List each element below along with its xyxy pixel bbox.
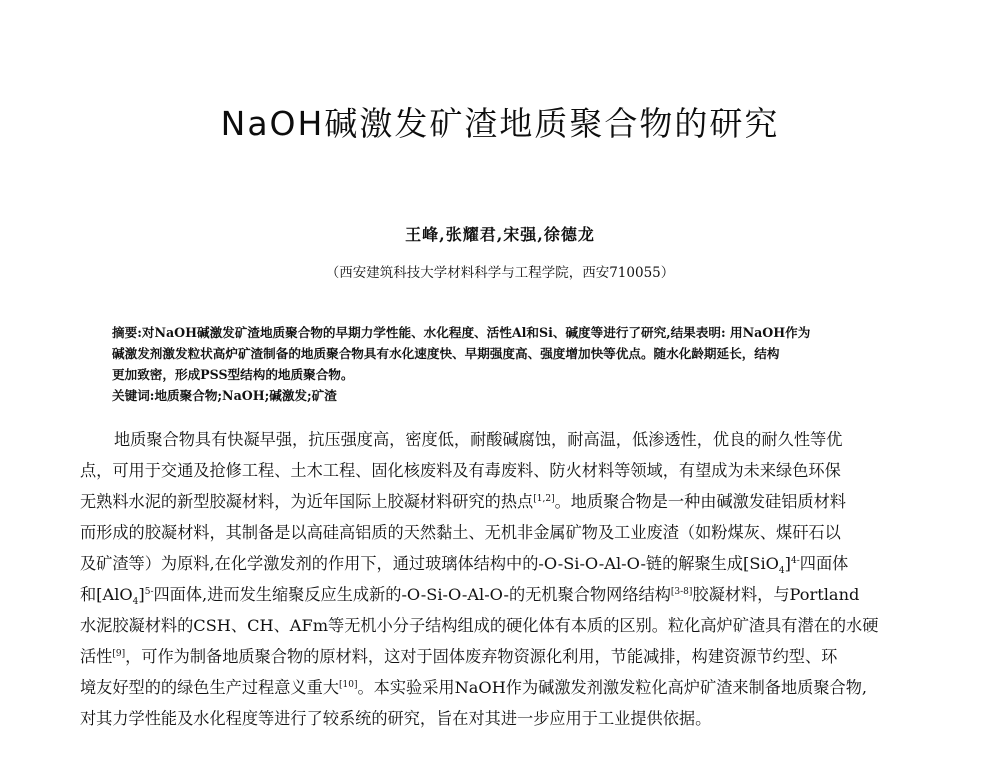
body-text: 及矿渣等）为原料,在化学激发剂的作用下，通过玻璃体结构中的-O-Si-O-Al-O-链的解聚生成[SiO (80, 554, 779, 573)
body-text: 四面体,进而发生缩聚反应生成新的-O-Si-O-Al-O-的无机聚合物网络结构 (153, 585, 671, 604)
body-text: 。地质聚合物是一种由碱激发硅铝质材料 (554, 492, 846, 511)
body-line-7: 水泥胶凝材料的CSH、CH、AFm等无机小分子结构组成的硬化体有本质的区别。粒化高炉矿渣具有潜在的水硬 (80, 616, 879, 635)
paper-title: NaOH碱激发矿渣地质聚合物的研究 (220, 104, 780, 143)
subscript: 4 (778, 566, 785, 577)
abstract-line-1 (112, 322, 922, 343)
author-list: 王峰,张耀君,宋强,徐德龙 (405, 225, 595, 244)
citation-3-8: [3-8] (670, 587, 693, 597)
body-text: 四面体 (799, 554, 849, 573)
abstract-text-1: 对NaOH碱激发矿渣地质聚合物的早期力学性能、水化程度、活性Al和Si、碱度等进行了研究,结果表明: 用NaOH作为 (141, 325, 811, 340)
body-text: 无熟料水泥的新型胶凝材料，为近年国际上胶凝材料研究的热点 (80, 492, 534, 511)
body-line-1: 地质聚合物具有快凝早强，抗压强度高，密度低，耐酸碱腐蚀，耐高温，低渗透性，优良的耐久性等优 (114, 430, 843, 449)
subscript: 4 (132, 597, 139, 608)
citation-9: [9] (112, 649, 126, 659)
body-text: 活性 (80, 647, 113, 666)
abstract-line-3: 更加致密，形成PSS型结构的地质聚合物。 (112, 367, 354, 382)
body-text: 境友好型的的绿色生产过程意义重大 (80, 678, 339, 697)
body-line-4: 而形成的胶凝材料，其制备是以高硅高铝质的天然黏土、无机非金属矿物及工业废渣（如粉煤灰、煤矸石以 (80, 523, 841, 542)
citation-10: [10] (339, 680, 358, 690)
body-line-3 (80, 486, 935, 517)
affiliation: （西安建筑科技大学材料科学与工程学院，西安710055） (325, 265, 675, 281)
introduction-body (80, 424, 935, 734)
abstract-label: 摘要: (112, 325, 142, 340)
body-text: 胶凝材料，与Portland (692, 585, 860, 604)
keywords-text: 地质聚合物;NaOH;碱激发;矿渣 (154, 388, 337, 403)
abstract-block (112, 322, 922, 406)
body-line-2: 点，可用于交通及抢修工程、土木工程、固化核废料及有毒废料、防火材料等领域，有望成为未来绿色环保 (80, 461, 841, 480)
body-line-5: 及矿渣等）为原料,在化学激发剂的作用下，通过玻璃体结构中的-O-Si-O-Al-O-链的解聚生成$[SiO_4]^{4-}$四面体 (80, 554, 849, 577)
body-line-9 (80, 672, 935, 703)
superscript-charge: 4- (790, 556, 800, 566)
citation-1-2: [1,2] (533, 494, 555, 504)
superscript-charge: 5- (144, 587, 154, 597)
keywords-line (112, 385, 922, 406)
abstract-line-2: 碱激发剂激发粒状高炉矿渣制备的地质聚合物具有水化速度快、早期强度高、强度增加快等优点。随水化龄期延长，结构 (112, 346, 780, 361)
body-line-8 (80, 641, 935, 672)
body-text: 。本实验采用NaOH作为碱激发剂激发粒化高炉矿渣来制备地质聚合物, (357, 678, 868, 697)
keywords-label: 关键词: (112, 388, 155, 403)
body-text: 和[AlO (80, 585, 133, 604)
body-line-10: 对其力学性能及水化程度等进行了较系统的研究，旨在对其进一步应用于工业提供依据。 (80, 709, 712, 728)
body-line-6: 和$[AlO_4]^{5-}$四面体,进而发生缩聚反应生成新的-O-Si-O-Al-O-的无机聚合物网络结构[3-8]胶凝材料，与Portland (80, 585, 860, 608)
body-text: ，可作为制备地质聚合物的原材料，这对于固体废弃物资源化利用，节能减排，构建资源节约型、环 (125, 647, 838, 666)
